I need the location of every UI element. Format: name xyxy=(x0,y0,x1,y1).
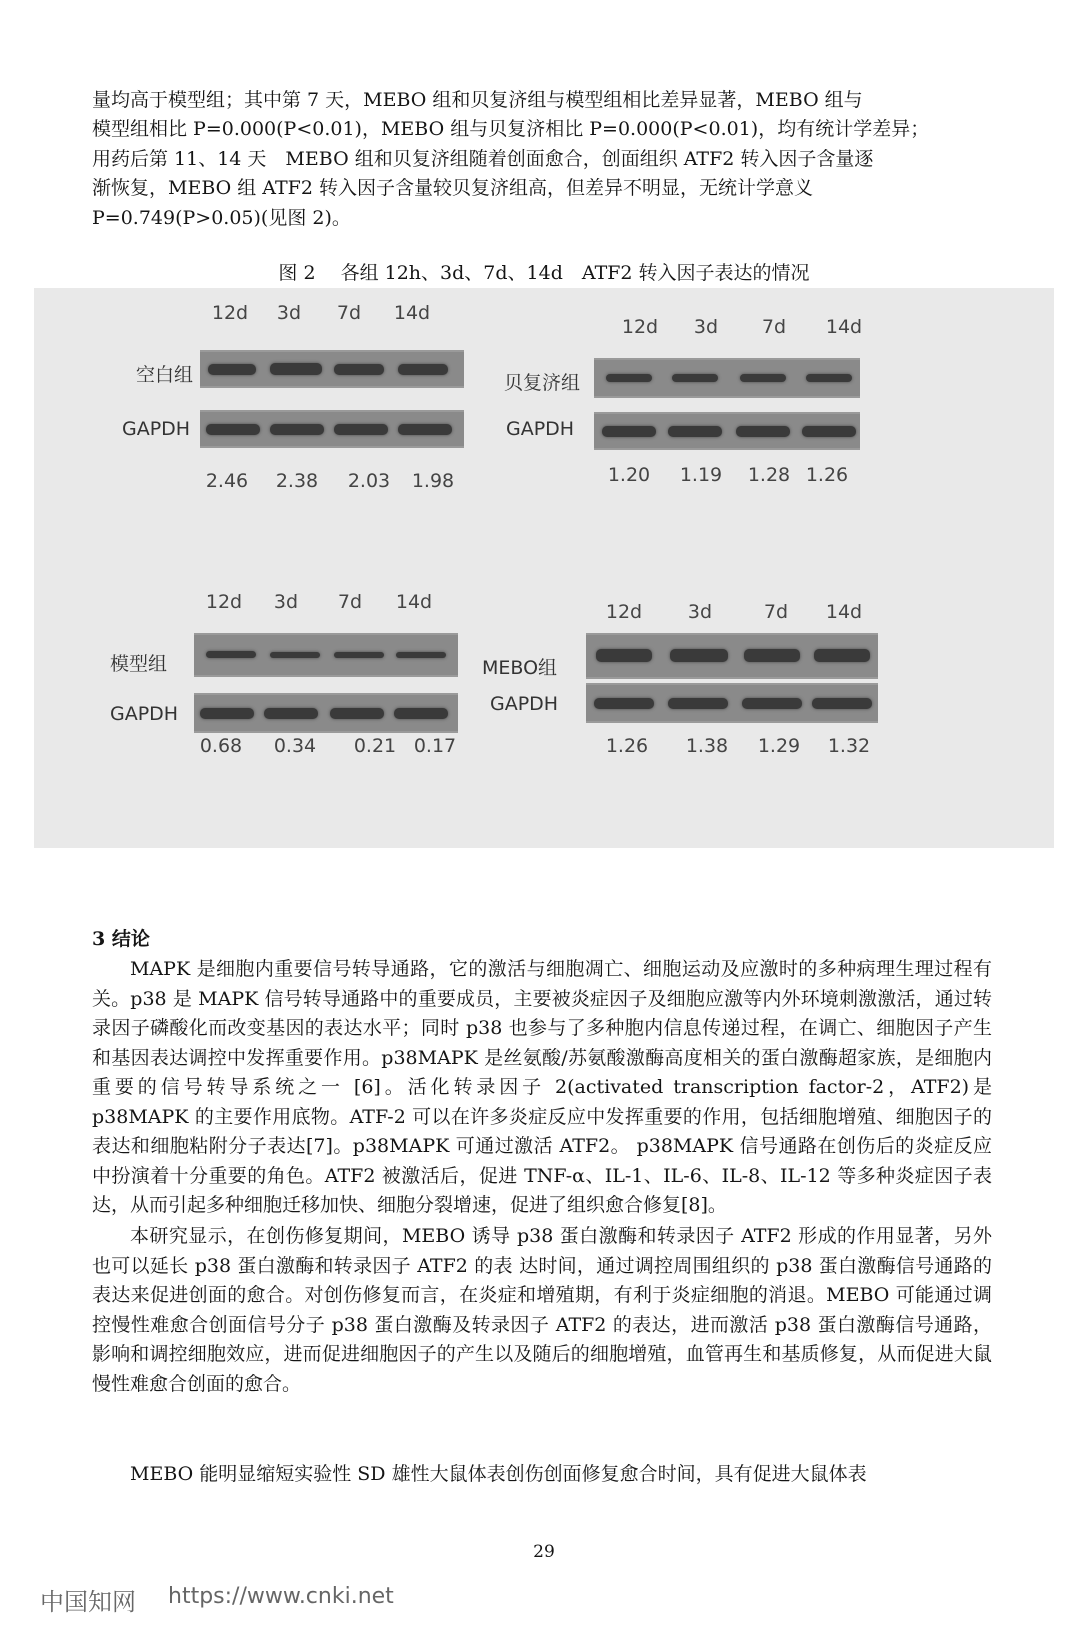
target-band-strip xyxy=(200,350,464,388)
intro-line: 量均高于模型组；其中第 7 天，MEBO 组和贝复济组与模型组相比差异显著，MEBO 组与 xyxy=(92,89,863,111)
band xyxy=(206,424,260,435)
band xyxy=(398,424,452,435)
band-value: 1.26 xyxy=(805,464,849,486)
group-label: MEBO组 xyxy=(482,657,558,679)
band xyxy=(596,649,652,662)
page-number: 29 xyxy=(533,1542,555,1562)
intro-line: 渐恢复，MEBO 组 ATF2 转入因子含量较贝复济组高，但差异不明显，无统计学意义 xyxy=(92,177,813,199)
band xyxy=(206,651,256,658)
band xyxy=(208,364,256,375)
band-value: 1.28 xyxy=(747,464,791,486)
band xyxy=(334,424,388,435)
blot-panel-model xyxy=(34,583,534,848)
intro-line: 模型组相比 P=0.000(P<0.01)，MEBO 组与贝复济相比 P=0.000(P<0.01)，均有统计学差异； xyxy=(92,118,930,140)
control-label: GAPDH xyxy=(110,703,179,725)
band xyxy=(334,652,384,658)
lane-label: 14d xyxy=(393,302,431,324)
band xyxy=(270,363,322,375)
group-label: 空白组 xyxy=(136,364,194,386)
band xyxy=(668,698,728,709)
gapdh-band-strip xyxy=(586,683,878,723)
band xyxy=(668,426,722,437)
group-label: 模型组 xyxy=(110,653,168,675)
band xyxy=(264,708,318,719)
control-label: GAPDH xyxy=(122,418,191,440)
band xyxy=(736,426,790,437)
control-label: GAPDH xyxy=(506,418,575,440)
blot-panel-mebo xyxy=(482,583,1054,848)
lane-label: 12d xyxy=(605,601,643,623)
lane-label: 14d xyxy=(825,601,863,623)
band xyxy=(394,708,448,719)
target-band-strip xyxy=(194,633,458,677)
control-label: GAPDH xyxy=(490,693,559,715)
lane-label: 3d xyxy=(687,601,713,623)
lane-label: 7d xyxy=(763,601,789,623)
band xyxy=(396,652,446,658)
band-value: 1.38 xyxy=(685,735,729,757)
figure-caption: 图 2 各组 12h、3d、7d、14d ATF2 转入因子表达的情况 xyxy=(278,262,810,284)
group-label: 贝复济组 xyxy=(504,372,581,394)
band xyxy=(200,708,254,719)
gapdh-band-strip xyxy=(200,410,464,448)
gapdh-band-strip xyxy=(194,693,458,733)
lane-label: 12d xyxy=(211,302,249,324)
band xyxy=(270,424,324,435)
lane-label: 7d xyxy=(336,302,362,324)
band-value: 1.26 xyxy=(605,735,649,757)
band xyxy=(802,426,856,437)
cnki-url[interactable]: https://www.cnki.net xyxy=(168,1584,394,1609)
lane-label: 3d xyxy=(693,316,719,338)
band xyxy=(806,374,852,382)
section-title: 3 结论 xyxy=(92,928,150,950)
band-value: 0.17 xyxy=(413,735,457,757)
band xyxy=(602,426,656,437)
conclusion-paragraph: MAPK 是细胞内重要信号转导通路，它的激活与细胞凋亡、细胞运动及应激时的多种病理生理过程有关。p38 是 MAPK 信号转导通路中的重要成员，主要被炎症因子及细胞应激等内外环境刺激激活，通过转录因子磷酸化而改变基因的表达水平；同时 p38 也参与了多种胞内信息传递过程，在调亡、细胞因子产生和基因表达调控中发挥重要作用。p38MAPK 是丝氨酸/苏氨酸激酶高度相关的蛋白激酶超家族，是细胞内重要的信号转导系统之一 [6]。活化转录因子 2(activated transcription factor-2，ATF2)是 p38MAPK 的主要作用底物。ATF-2 可以在许多炎症反应中发挥重要的作用，包括细胞增殖、细胞因子的表达和细胞粘附分子表达[7]。p38MAPK 可通过激活 ATF2。 p38MAPK 信号通路在创伤后的炎症反应中扮演着十分重要的角色。ATF2 被激活后，促进 TNF-α、IL-1、IL-6、IL-8、IL-12 等多种炎症因子表达，从而引起多种细胞迁移加快、细胞分裂增速，促进了组织愈合修复[8]。 xyxy=(92,958,1012,1216)
band-value: 1.98 xyxy=(411,470,455,492)
gapdh-band-strip xyxy=(594,412,860,450)
cnki-logo: 中国知网 xyxy=(40,1588,136,1616)
band xyxy=(742,698,802,709)
target-band-strip xyxy=(594,358,860,398)
conclusion-paragraph: 本研究显示，在创伤修复期间，MEBO 诱导 p38 蛋白激酶和转录因子 ATF2 形成的作用显著，另外也可以延长 p38 蛋白激酶和转录因子 ATF2 的表 达时间，通过调控周围组织的 p38 蛋白激酶信号通路的表达来促进创面的愈合。对创伤修复而言，在炎症和增殖期，有利于炎症细胞的消退。MEBO 可能通过调控慢性难愈合创面信号分子 p38 蛋白激酶及转录因子 ATF2 的表达，进而激活 p38 蛋白激酶信号通路，影响和调控细胞效应，进而促进细胞因子的产生以及随后的细胞增殖，血管再生和基质修复，从而促进大鼠慢性难愈合创面的愈合。 xyxy=(92,1225,992,1395)
band-value: 1.19 xyxy=(679,464,723,486)
lane-label: 7d xyxy=(761,316,787,338)
western-blot-figure xyxy=(34,288,1054,848)
band xyxy=(740,374,786,382)
blot-panel-beifuji xyxy=(504,288,1034,568)
lane-label: 7d xyxy=(337,591,363,613)
blot-panel-blank xyxy=(34,288,534,568)
lane-label: 12d xyxy=(621,316,659,338)
band-value: 2.46 xyxy=(205,470,249,492)
band xyxy=(672,374,718,382)
band-value: 2.38 xyxy=(275,470,319,492)
band xyxy=(270,652,320,658)
lane-label: 3d xyxy=(273,591,299,613)
conclusion-paragraph: MEBO 能明显缩短实验性 SD 雄性大鼠体表创伤创面修复愈合时间，具有促进大鼠体表 xyxy=(130,1463,867,1485)
lane-label: 14d xyxy=(825,316,863,338)
band-value: 1.20 xyxy=(607,464,651,486)
band xyxy=(814,649,870,662)
band xyxy=(594,698,654,709)
band-value: 0.34 xyxy=(273,735,317,757)
band-value: 1.32 xyxy=(827,735,871,757)
lane-label: 14d xyxy=(395,591,433,613)
target-band-strip xyxy=(586,633,878,679)
band xyxy=(334,364,384,375)
band xyxy=(812,698,872,709)
intro-line: 用药后第 11、14 天 MEBO 组和贝复济组随着创面愈合，创面组织 ATF2 转入因子含量逐 xyxy=(92,148,874,170)
band xyxy=(670,649,728,662)
lane-label: 3d xyxy=(276,302,302,324)
band-value: 0.21 xyxy=(353,735,397,757)
intro-line: P=0.749(P>0.05)(见图 2)。 xyxy=(92,207,351,229)
lane-label: 12d xyxy=(205,591,243,613)
band-value: 0.68 xyxy=(199,735,243,757)
band-value: 2.03 xyxy=(347,470,391,492)
band xyxy=(398,364,448,375)
band xyxy=(744,649,800,662)
band-value: 1.29 xyxy=(757,735,801,757)
band xyxy=(330,708,384,719)
band xyxy=(606,374,652,382)
